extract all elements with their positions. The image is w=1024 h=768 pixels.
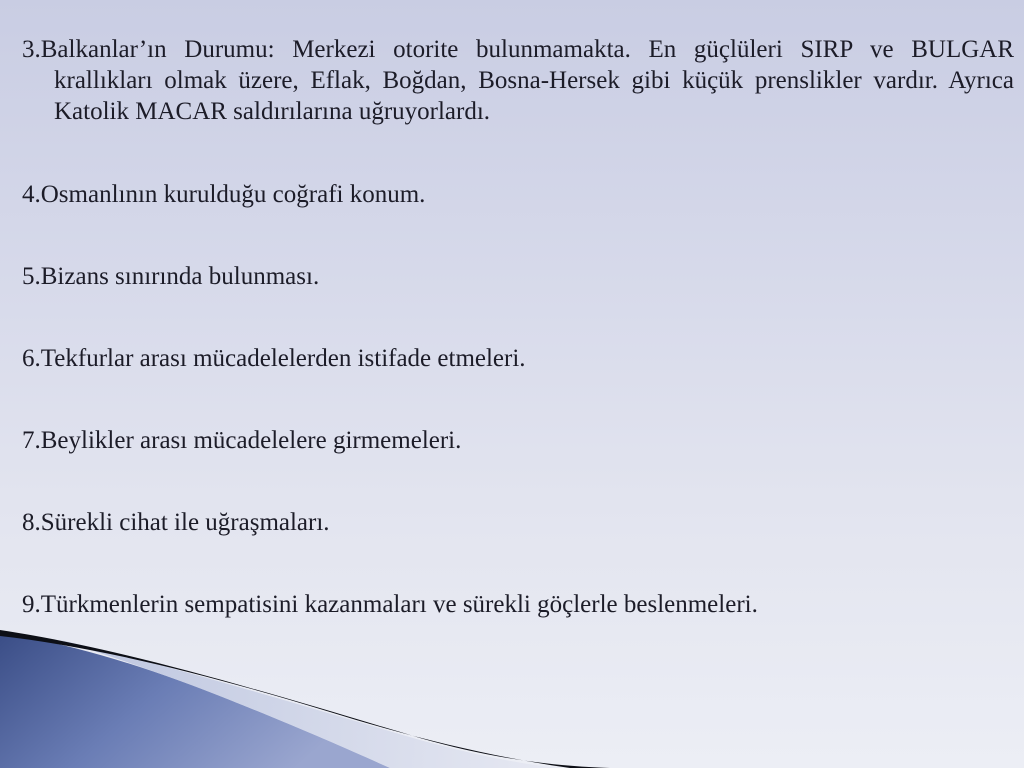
- bullet-list: [22, 34, 1014, 671]
- list-item-turkmen-sympathy: 9.Türkmenlerin sempatisini kazanmaları ve sürekli göçlerle beslenmeleri.: [22, 591, 758, 618]
- list-item-geographic-location: 4.Osmanlının kurulduğu coğrafi konum.: [22, 181, 426, 208]
- list-item-byzantine-border: 5.Bizans sınırında bulunması.: [22, 263, 320, 290]
- list-item-balkan-status: 3.Balkanlar’ın Durumu: Merkezi otorite bulunmamakta. En güçlüleri SIRP ve BULGAR krallıkları olmak üzere, Eflak, Boğdan, Bosna-Hersek gibi küçük prenslikler vardır. Ayrıca Katolik MACAR saldırılarına uğruyorlardı.: [22, 36, 1014, 125]
- list-item-tekfur-conflicts: 6.Tekfurlar arası mücadelelerden istifade etmeleri.: [22, 345, 526, 372]
- list-item-constant-jihad: 8.Sürekli cihat ile uğraşmaları.: [22, 509, 330, 536]
- list-item-beylik-conflicts: 7.Beylikler arası mücadelelere girmemeleri.: [22, 427, 462, 454]
